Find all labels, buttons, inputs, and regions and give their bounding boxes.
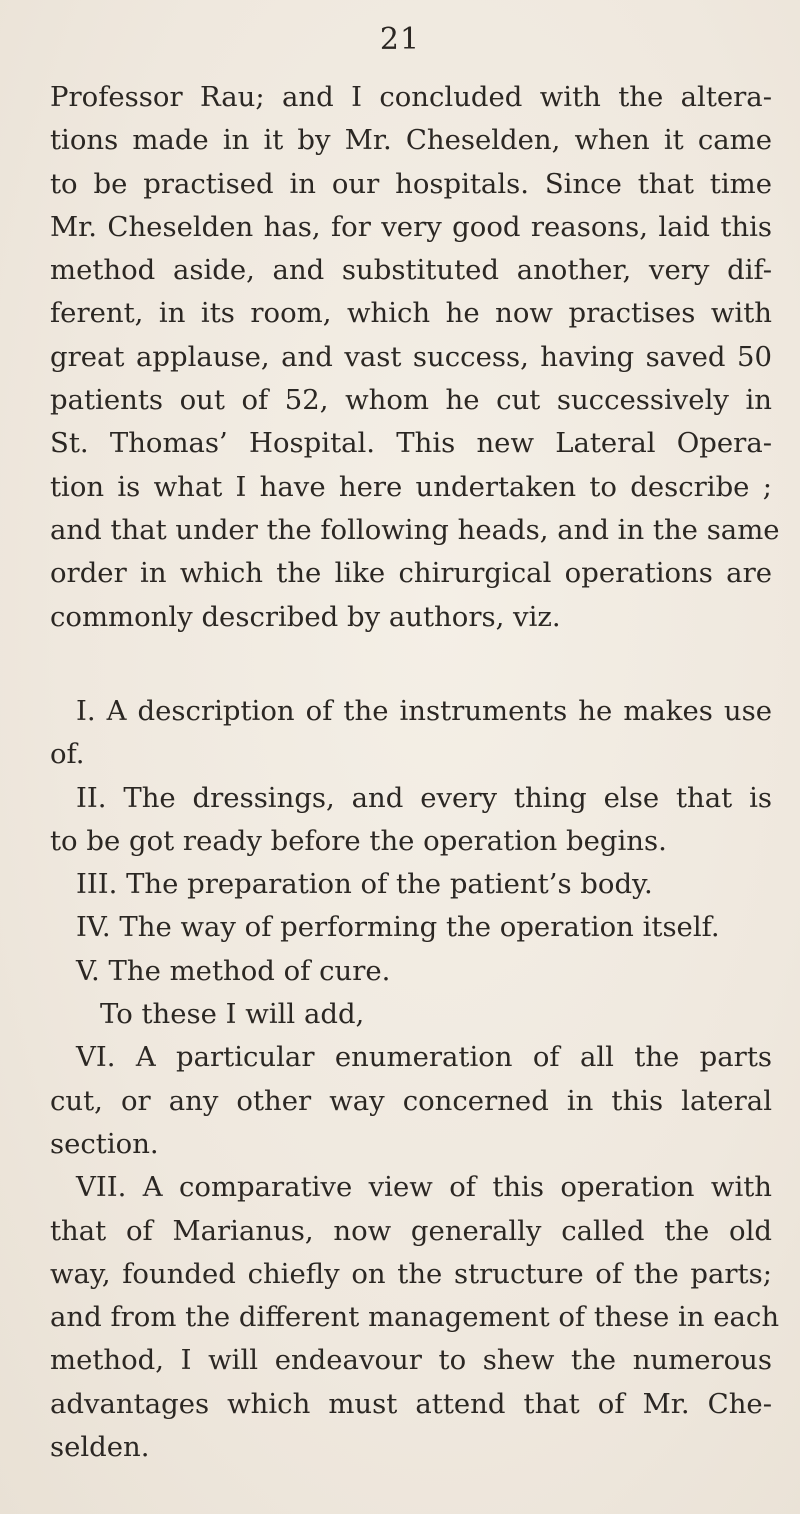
text-line: To these I will add, — [100, 998, 365, 1031]
list-item — [50, 906, 772, 949]
text-line: section. — [50, 1127, 159, 1160]
text-line: cut, or any other way concerned in this lateral — [50, 1084, 772, 1117]
text-line: tion is what I have here undertaken to describe ; — [50, 470, 772, 503]
text-line: ferent, in its room, which he now practises with — [50, 297, 772, 330]
text-line: to be practised in our hospitals. Since that time — [50, 167, 772, 200]
text-line: VII. A comparative view of this operation with — [76, 1171, 772, 1204]
text-line: commonly described by authors, viz. — [50, 600, 561, 633]
page-number: 21 — [379, 22, 421, 57]
list-item — [50, 690, 772, 777]
list-item — [50, 1166, 780, 1469]
text-line: II. The dressings, and every thing else that is — [76, 781, 772, 814]
text-line: I. A description of the instruments he makes use — [76, 695, 772, 727]
text-line: advantages which must attend that of Mr. Che- — [50, 1387, 772, 1420]
text-line: method, I will endeavour to shew the numerous — [50, 1344, 772, 1377]
text-line: and from the different management of these in each — [50, 1301, 780, 1334]
heads-list — [50, 690, 780, 1469]
text-line: that of Marianus, now generally called the old — [50, 1214, 772, 1247]
text-line: tions made in it by Mr. Cheselden, when it came — [50, 124, 772, 157]
list-item — [50, 993, 772, 1036]
text-line: IV. The way of performing the operation itself. — [76, 911, 720, 944]
text-line: method aside, and substituted another, very dif- — [50, 254, 772, 287]
text-line: Mr. Cheselden has, for very good reasons, laid this — [50, 210, 772, 243]
text-line: and that under the following heads, and in the same — [50, 513, 780, 546]
list-item — [50, 950, 772, 993]
list-item — [50, 863, 772, 906]
text-line: St. Thomas’ Hospital. This new Lateral Opera- — [50, 427, 772, 460]
list-item — [50, 777, 772, 864]
text-line: order in which the like chirurgical operations are — [50, 557, 772, 590]
text-line: patients out of 52, whom he cut successively in — [50, 384, 772, 417]
text-line: selden. — [50, 1431, 150, 1464]
text-line: Professor Rau; and I concluded with the altera- — [50, 81, 772, 113]
text-line: V. The method of cure. — [76, 954, 391, 987]
text-line: to be got ready before the operation begins. — [50, 824, 667, 857]
text-line: III. The preparation of the patient’s body. — [76, 868, 653, 901]
paragraph-intro — [50, 76, 780, 639]
text-line: great applause, and vast success, having saved 50 — [50, 340, 772, 373]
text-line: of. — [50, 738, 85, 771]
text-line: way, founded chiefly on the structure of the parts; — [50, 1257, 772, 1290]
text-line: VI. A particular enumeration of all the parts — [76, 1041, 772, 1074]
list-item — [50, 1036, 772, 1166]
